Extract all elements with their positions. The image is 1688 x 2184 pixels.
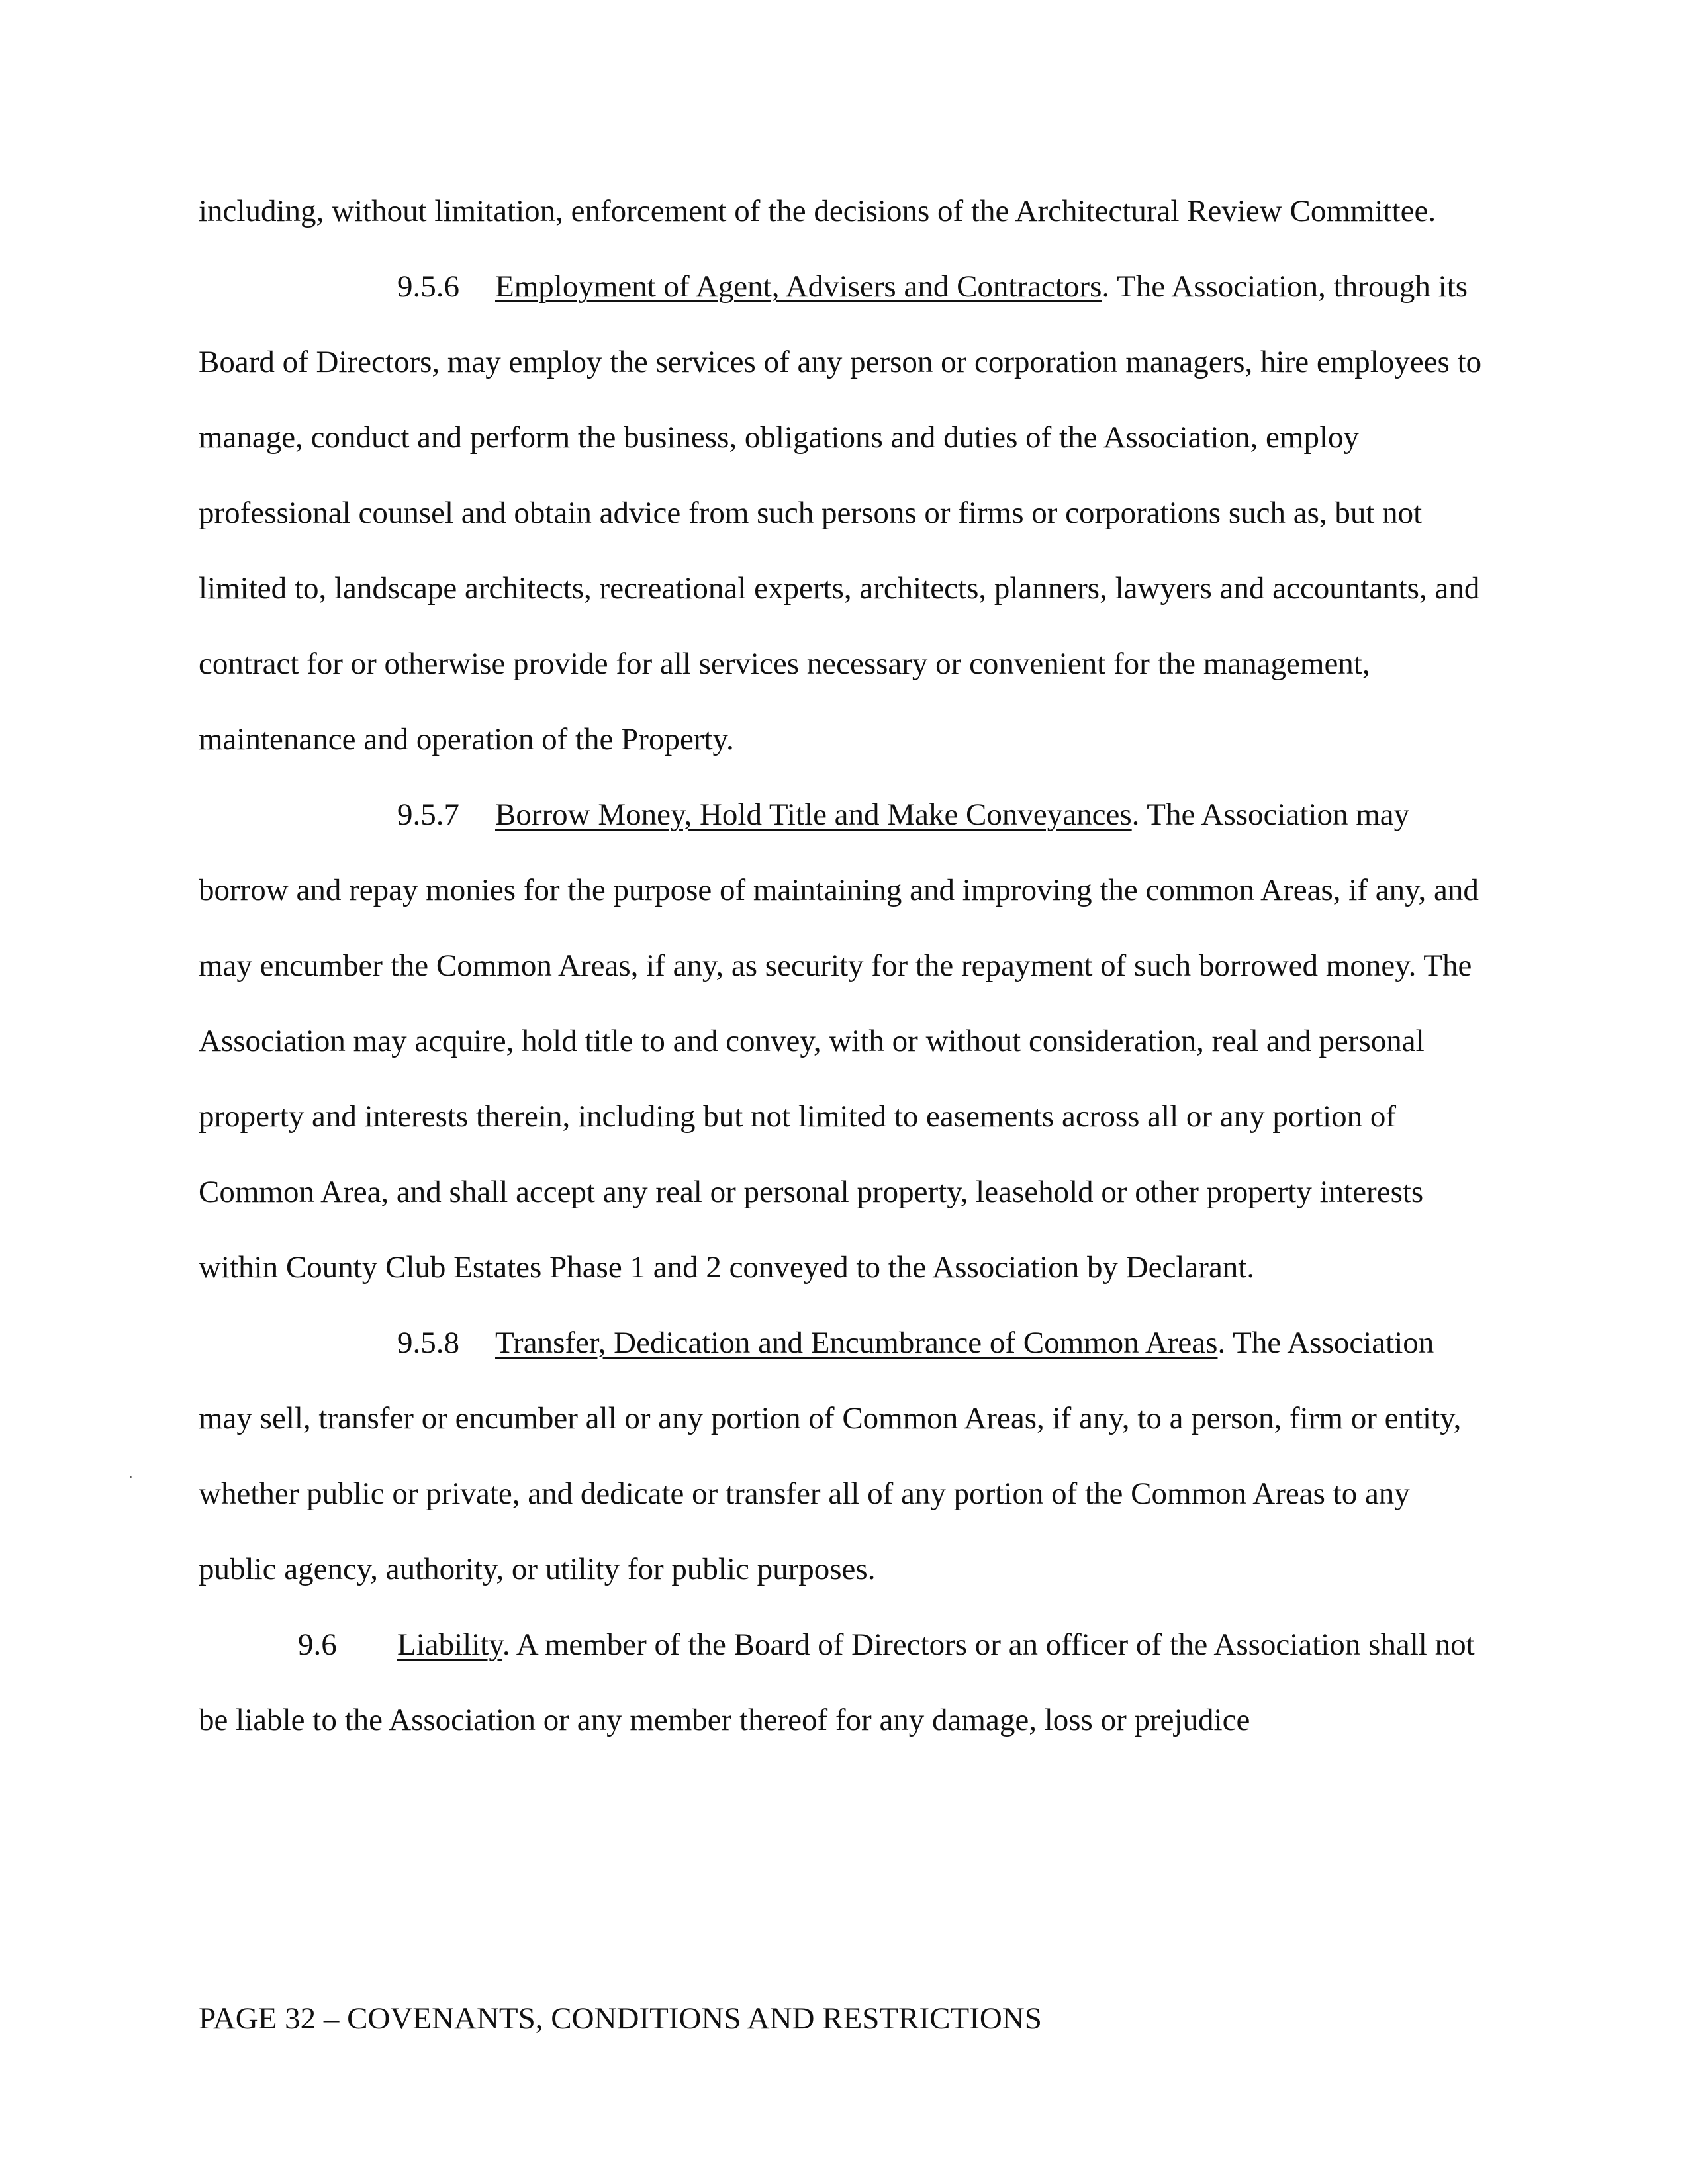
section-text: The Association may borrow and repay monies for the purpose of maintaining and improving the common Areas, if any, and may encumber the Common Areas, if any, as security for the repayment of such borrowed money. The Association may acquire, hold title to and convey, with or without consideration, real and personal property and interests therein, including but not limited to easements across all or any portion of Common Area, and shall accept any real or personal property, leasehold or other property interests within County Club Estates Phase 1 and 2 conveyed to the Association by Declarant. — [199, 797, 1479, 1285]
section-9-5-8 — [199, 1305, 1489, 1607]
document-body — [199, 173, 1489, 1758]
continuation-text: including, without limitation, enforcement of the decisions of the Architectural Review Committee. — [199, 194, 1436, 228]
section-heading: Transfer, Dedication and Encumbrance of Common Areas — [495, 1326, 1218, 1360]
section-heading-punct: . — [502, 1627, 510, 1662]
section-heading: Borrow Money, Hold Title and Make Conveyances — [495, 797, 1132, 832]
section-heading-punct: . — [1102, 269, 1110, 304]
section-number: 9.5.6 — [397, 269, 459, 304]
footer-label: PAGE 32 – COVENANTS, CONDITIONS AND RESTRICTIONS — [199, 2001, 1042, 2036]
section-text: A member of the Board of Directors or an officer of the Association shall not be liable to the Association or any member thereof for any damage, loss or prejudice — [199, 1627, 1475, 1737]
section-9-5-7 — [199, 777, 1489, 1305]
section-heading: Employment of Agent, Advisers and Contractors — [495, 269, 1102, 304]
section-9-5-6 — [199, 249, 1489, 777]
section-heading-punct: . — [1217, 1326, 1226, 1360]
section-heading: Liability — [397, 1627, 502, 1662]
section-9-6 — [199, 1607, 1489, 1758]
scan-speck — [130, 1476, 132, 1478]
section-number: 9.5.7 — [397, 797, 459, 832]
continuation-paragraph — [199, 173, 1489, 249]
page-footer — [199, 1999, 1042, 2038]
section-number: 9.6 — [298, 1627, 337, 1662]
section-text: The Association may sell, transfer or encumber all or any portion of Common Areas, if any, to a person, firm or entity, whether public or private, and dedicate or transfer all of any portion of the Common Areas to any public agency, authority, or utility for public purposes. — [199, 1326, 1462, 1586]
section-heading-punct: . — [1131, 797, 1140, 832]
section-text: The Association, through its Board of Directors, may employ the services of any person or corporation managers, hire employees to manage, conduct and perform the business, obligations and duties of the Association, employ professional counsel and obtain advice from such persons or firms or corporations such as, but not limited to, landscape architects, recreational experts, architects, planners, lawyers and accountants, and contract for or otherwise provide for all services necessary or convenient for the management, maintenance and operation of the Property. — [199, 269, 1482, 756]
section-number: 9.5.8 — [397, 1326, 459, 1360]
